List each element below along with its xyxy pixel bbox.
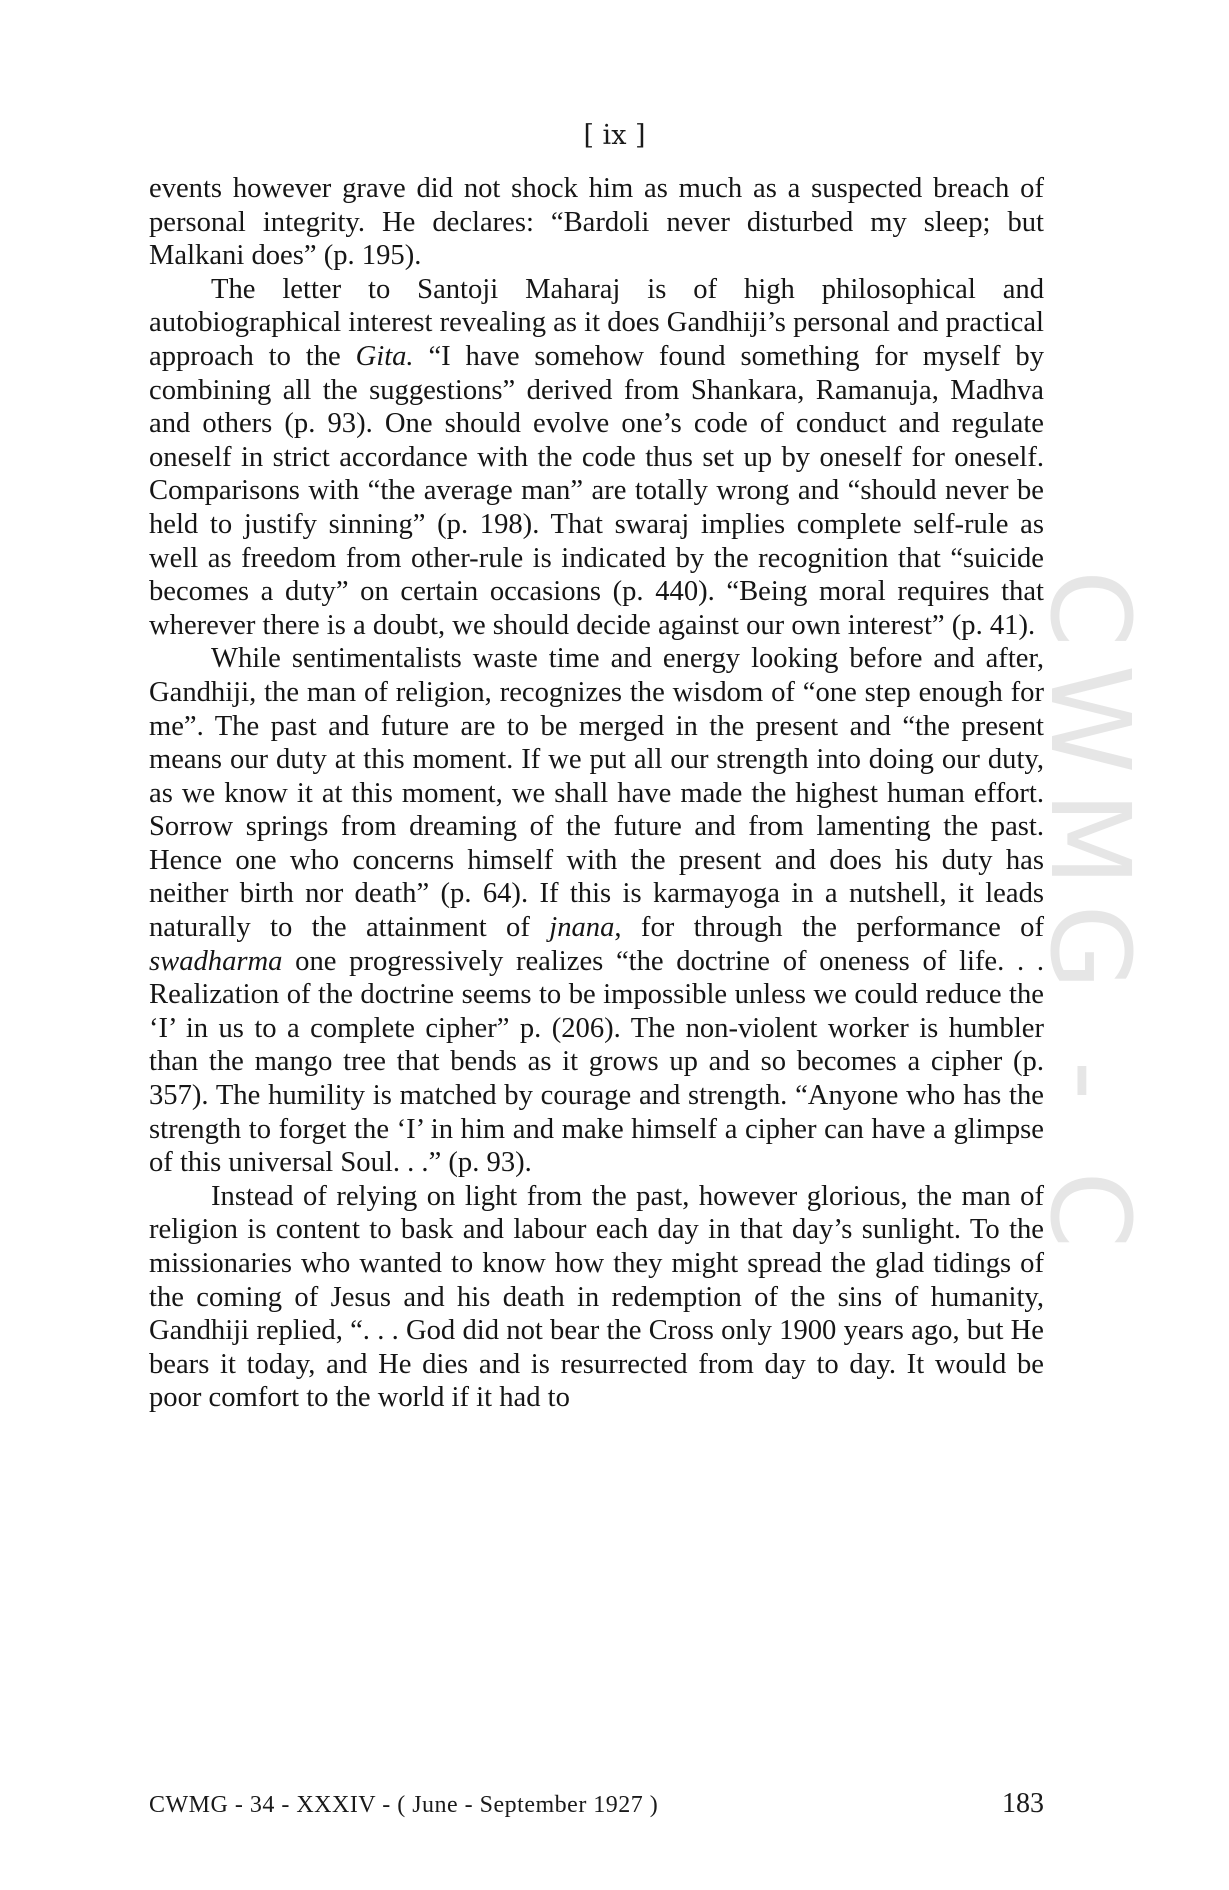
text-segment: While sentimentalists waste time and energy looking before and after, Gandhiji, the man of religion, recognizes the wisdom of “one step enough for me”. The past and future are to be merged in the present and “the present means our duty at this moment. If we put all our strength into doing our duty, as we know it at this moment, we shall have made the highest human effort. Sorrow springs from dreaming of the future and from lamenting the past. Hence one who concerns himself with the present and does his duty has neither birth nor death” (p. 64). If this is karmayoga in a nutshell, it leads naturally to the attainment of [149,643,1044,944]
paragraph [149,273,1044,643]
text-segment: The letter to Santoji Maharaj is of high philosophical and autobiographical interest revealing as it does Gandhiji’s personal and practical approach to the [149,273,1044,372]
text-segment: events however grave did not shock him as much as a suspected breach of personal integrity. He declares: “Bardoli never disturbed my sleep; but Malkani does” (p. 195). [149,173,1044,272]
text-segment: one progressively realizes “the doctrine of oneness of life. . . Realization of the doctrine seems to be impossible unless we could reduce the ‘I’ in us to a complete cipher” p. (206). The non-violent worker is humbler than the mango tree that bends as it grows up and so becomes a cipher (p. 357). The humility is matched by courage and strength. “Anyone who has the strength to forget the ‘I’ in him and make himself a cipher can have a glimpse of this universal Soul. . .” (p. 93). [149,945,1044,1179]
footer-source: CWMG - 34 - XXXIV - ( June - September 1927 ) [149,1792,659,1818]
italic-term: jnana [549,912,615,944]
body-text [149,172,1044,1415]
text-segment: “I have somehow found something for myself by combining all the suggestions” derived from Shankara, Ramanuja, Madhva and others (p. 93). One should evolve one’s code of conduct and regulate oneself in strict accordance with the code thus set up by oneself for oneself. Comparisons with “the average man” are totally wrong and “should never be held to justify sinning” (p. 198). That swaraj implies complete self-rule as well as freedom from other-rule is indicated by the recognition that “suicide becomes a duty” on certain occasions (p. 440). “Being moral requires that wherever there is a doubt, we should decide against our own interest” (p. 41). [149,340,1044,641]
paragraph [149,1180,1044,1415]
italic-term: Gita. [355,340,414,372]
paragraph [149,172,1044,273]
italic-term: swadharma [149,945,283,977]
page-marker: [ ix ] [583,120,646,151]
text-segment: Instead of relying on light from the past, however glorious, the man of religion is content to bask and labour each day in that day’s sunlight. To the missionaries who wanted to know how they might spread the glad tidings of the coming of Jesus and his death in redemption of the sins of humanity, Gandhiji replied, “. . . God did not bear the Cross only 1900 years ago, but He bears it today, and He dies and is resurrected from day to day. It would be poor comfort to the world if it had to [149,1180,1044,1414]
paragraph [149,642,1044,1180]
watermark: CWMG - C [1026,570,1154,1267]
text-segment: , for through the performance of [614,912,1044,944]
page-number: 183 [1002,1788,1044,1819]
